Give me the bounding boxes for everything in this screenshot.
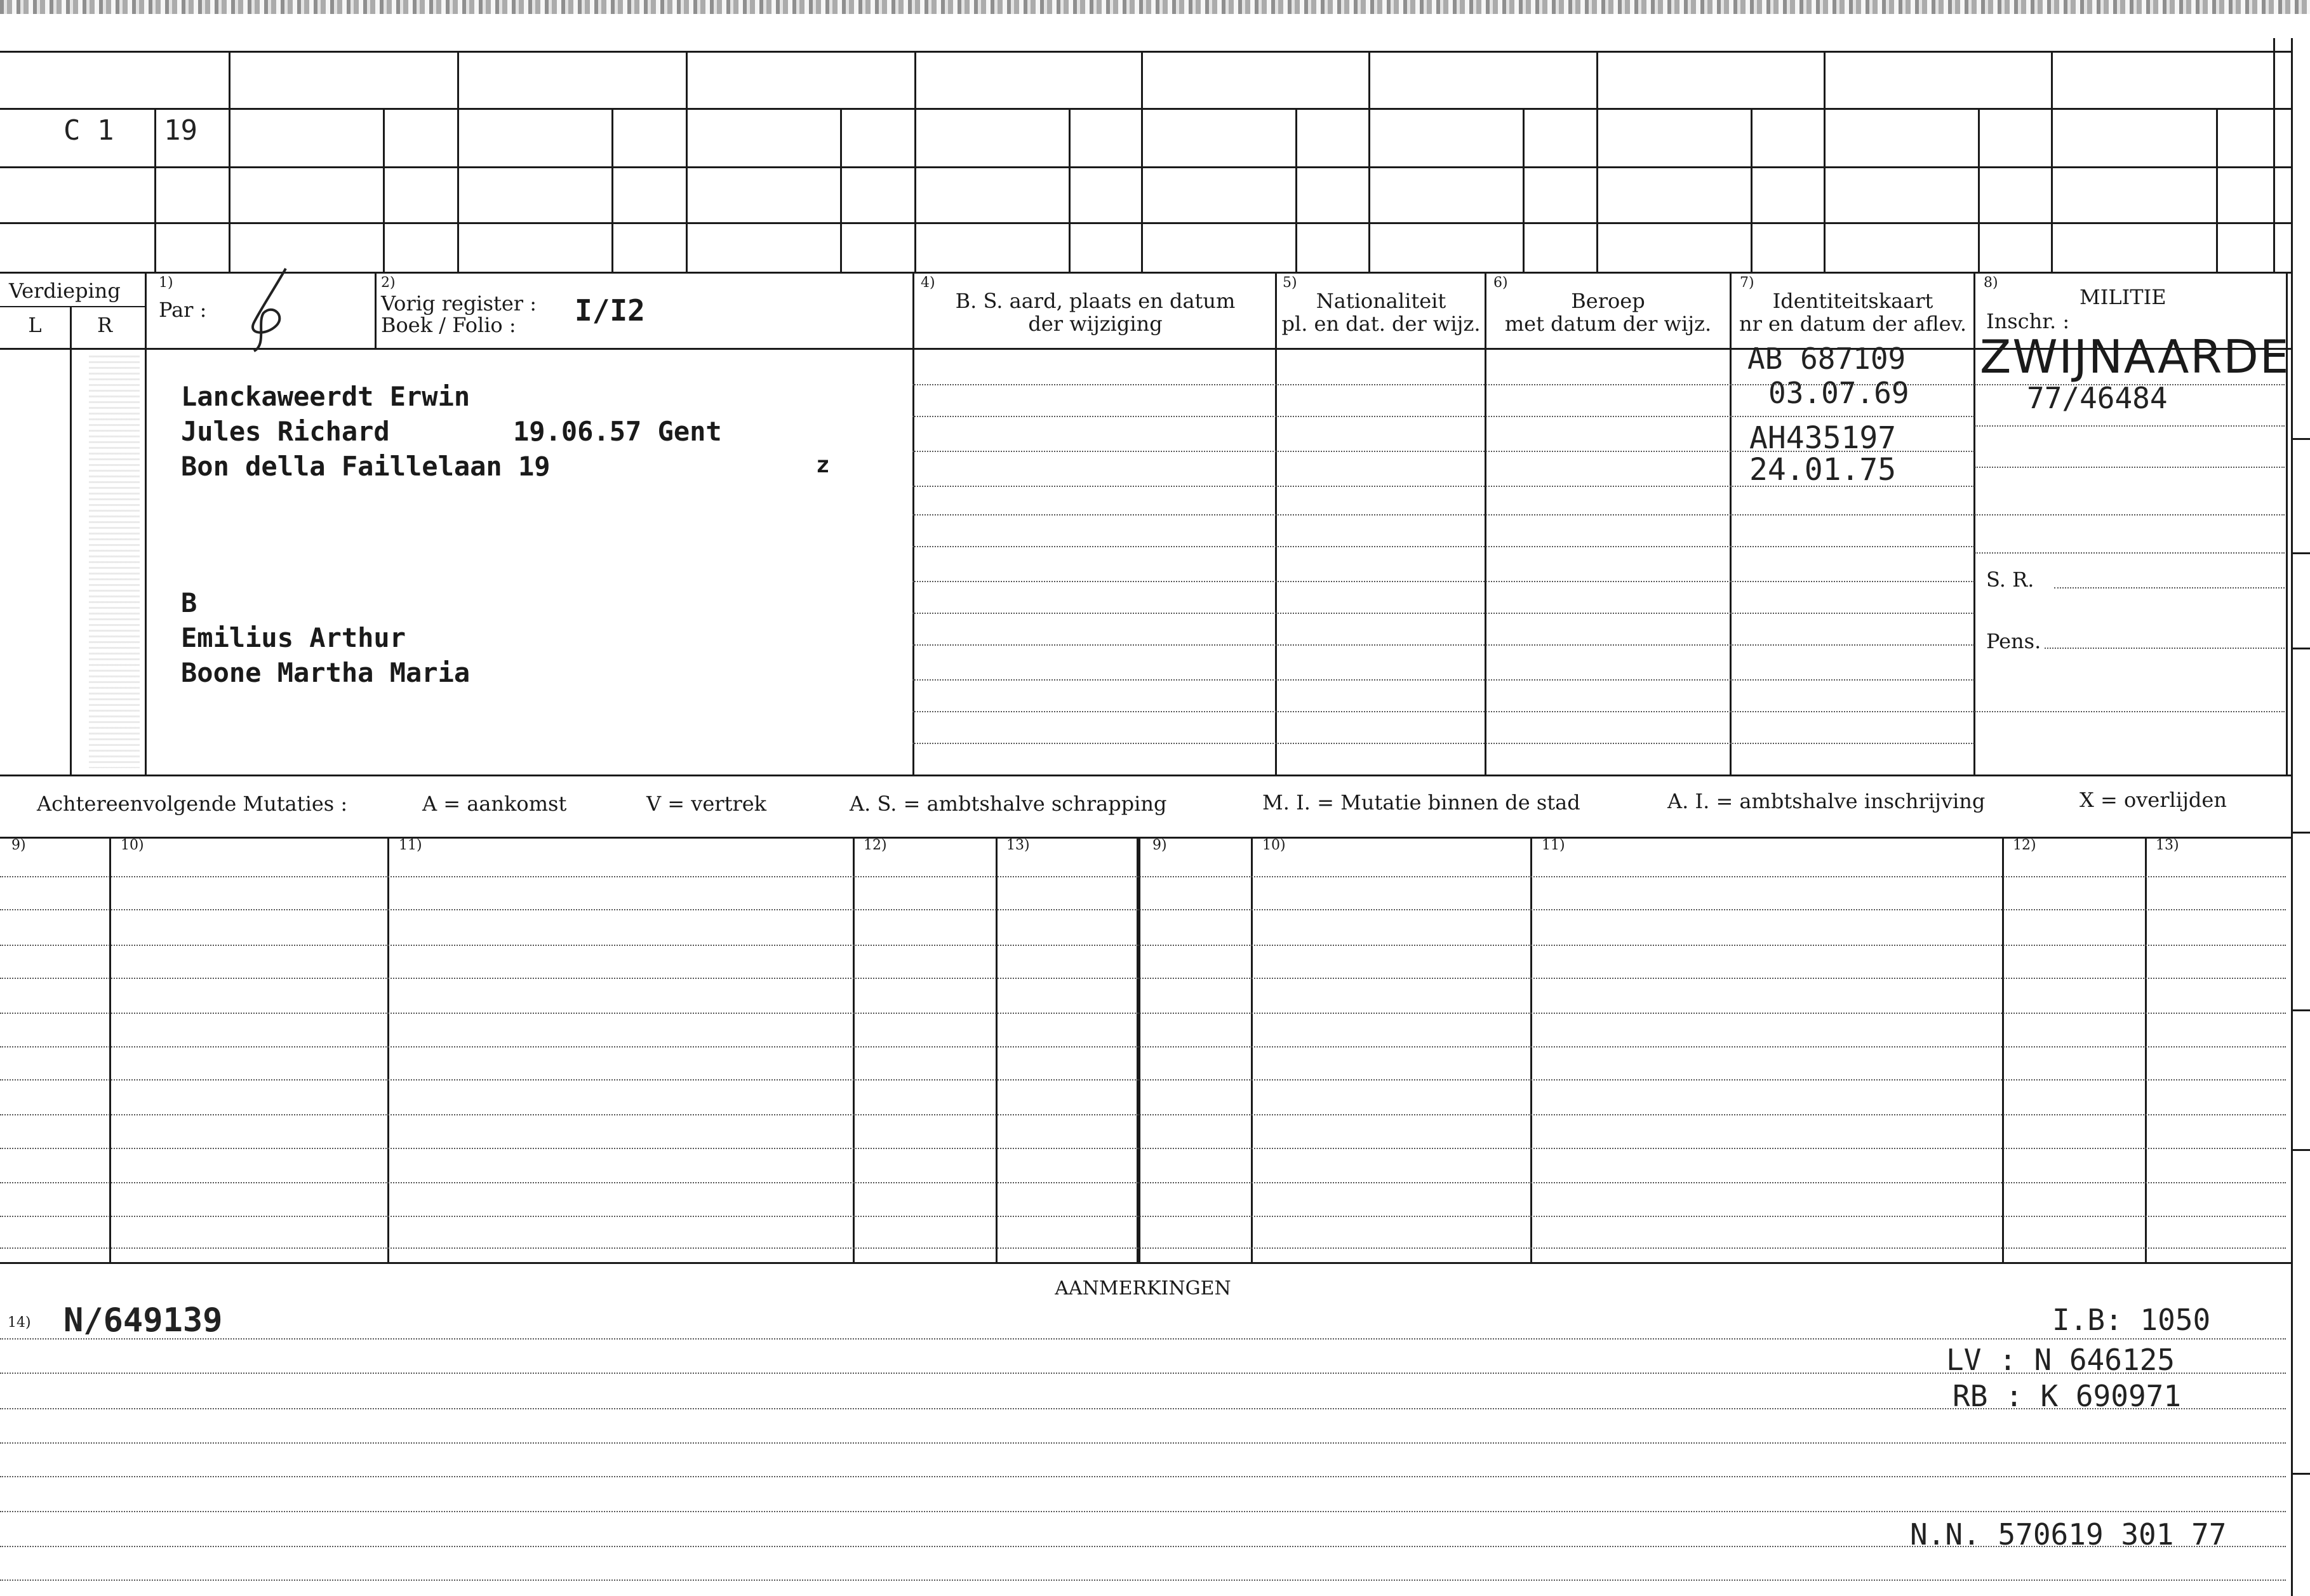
person-address: Bon della Faillelaan 19 [181, 451, 551, 482]
note-7: 7) [1740, 275, 1754, 291]
nationality-header-line1: Nationaliteit [1316, 289, 1446, 313]
mut-left-col-11: 11) [399, 837, 422, 853]
beroep-header-line2: met datum der wijz. [1504, 312, 1712, 336]
beroep-header-line1: Beroep [1571, 289, 1645, 313]
mut-right-col-11: 11) [1542, 837, 1565, 853]
remarks-nn: N.N. 570619 301 77 [1910, 1517, 2227, 1552]
id-card-2-date: 24.01.75 [1749, 452, 1897, 488]
right-label: R [97, 313, 113, 337]
id-card-header-line2: nr en datum der aflev. [1739, 312, 1967, 336]
nationality-header-line2: pl. en dat. der wijz. [1281, 312, 1481, 336]
mut-right-col-10: 10) [1262, 837, 1286, 853]
mut-left-col-13: 13) [1006, 837, 1030, 853]
parent-initial: B [181, 587, 197, 618]
scan-smudge [89, 356, 140, 768]
mut-left-col-10: 10) [121, 837, 144, 853]
militia-stamp: ZWIJNAARDE [1980, 330, 2290, 383]
par-label: Par : [159, 298, 207, 322]
mother-name: Boone Martha Maria [181, 657, 471, 688]
mut-right-col-13: 13) [2156, 837, 2179, 853]
vorig-register-label: Vorig register : [381, 291, 537, 316]
id-card-1-number: AB 687109 [1747, 342, 1906, 376]
note-4: 4) [921, 275, 935, 291]
note-14: 14) [8, 1315, 31, 1331]
person-marker: z [816, 452, 830, 478]
boek-folio-label: Boek / Folio : [381, 313, 516, 337]
sr-label: S. R. [1986, 568, 2034, 592]
note-5: 5) [1283, 275, 1297, 291]
remarks-rb: RB : K 690971 [1953, 1379, 2182, 1413]
legend-departure: V = vertrek [646, 792, 767, 816]
verdieping-label: Verdieping [9, 279, 121, 303]
legend-overlijden: X = overlijden [2080, 788, 2227, 812]
legend-ambtshalve-schrapping: A. S. = ambtshalve schrapping [850, 792, 1167, 816]
militia-number: 77/46484 [2027, 381, 2168, 415]
id-card-1-date: 03.07.69 [1768, 376, 1909, 410]
mut-right-col-9: 9) [1152, 837, 1167, 853]
inschr-label: Inschr. : [1986, 309, 2070, 333]
scan-border [0, 0, 2310, 14]
mut-right-col-12: 12) [2013, 837, 2036, 853]
top-number: 19 [164, 114, 197, 147]
note-2: 2) [381, 275, 396, 291]
par-strike-mark [229, 265, 305, 354]
left-label: L [28, 313, 42, 337]
remarks-handwritten-number: N/649139 [63, 1301, 223, 1340]
note-6: 6) [1493, 275, 1508, 291]
mut-left-col-12: 12) [864, 837, 887, 853]
person-surname-firstname: Lanckaweerdt Erwin [181, 381, 471, 412]
note-8: 8) [1984, 275, 1998, 291]
id-card-2-number: AH435197 [1749, 420, 1897, 456]
id-card-header-line1: Identiteitskaart [1772, 289, 1933, 313]
pens-label: Pens. [1986, 629, 2041, 653]
bs-header-line1: B. S. aard, plaats en datum [955, 289, 1236, 313]
legend-arrival: A = aankomst [422, 792, 567, 816]
person-birth: 19.06.57 Gent [513, 416, 722, 447]
militie-header: MILITIE [2080, 285, 2166, 309]
top-code: C 1 [63, 114, 114, 147]
remarks-lv: LV : N 646125 [1946, 1343, 2175, 1377]
bs-header-line2: der wijziging [1028, 312, 1163, 336]
register-value: I/I2 [575, 293, 645, 328]
remarks-title: AANMERKINGEN [1055, 1277, 1231, 1300]
mutations-title: Achtereenvolgende Mutaties : [37, 792, 348, 816]
father-name: Emilius Arthur [181, 622, 406, 653]
remarks-ib: I.B: 1050 [2052, 1303, 2211, 1337]
legend-ambtshalve-inschrijving: A. I. = ambtshalve inschrijving [1667, 789, 1986, 813]
note-1: 1) [159, 275, 173, 291]
legend-mutatie-binnen: M. I. = Mutatie binnen de stad [1262, 790, 1580, 815]
mut-left-col-9: 9) [11, 837, 26, 853]
person-middle-names: Jules Richard [181, 416, 390, 447]
